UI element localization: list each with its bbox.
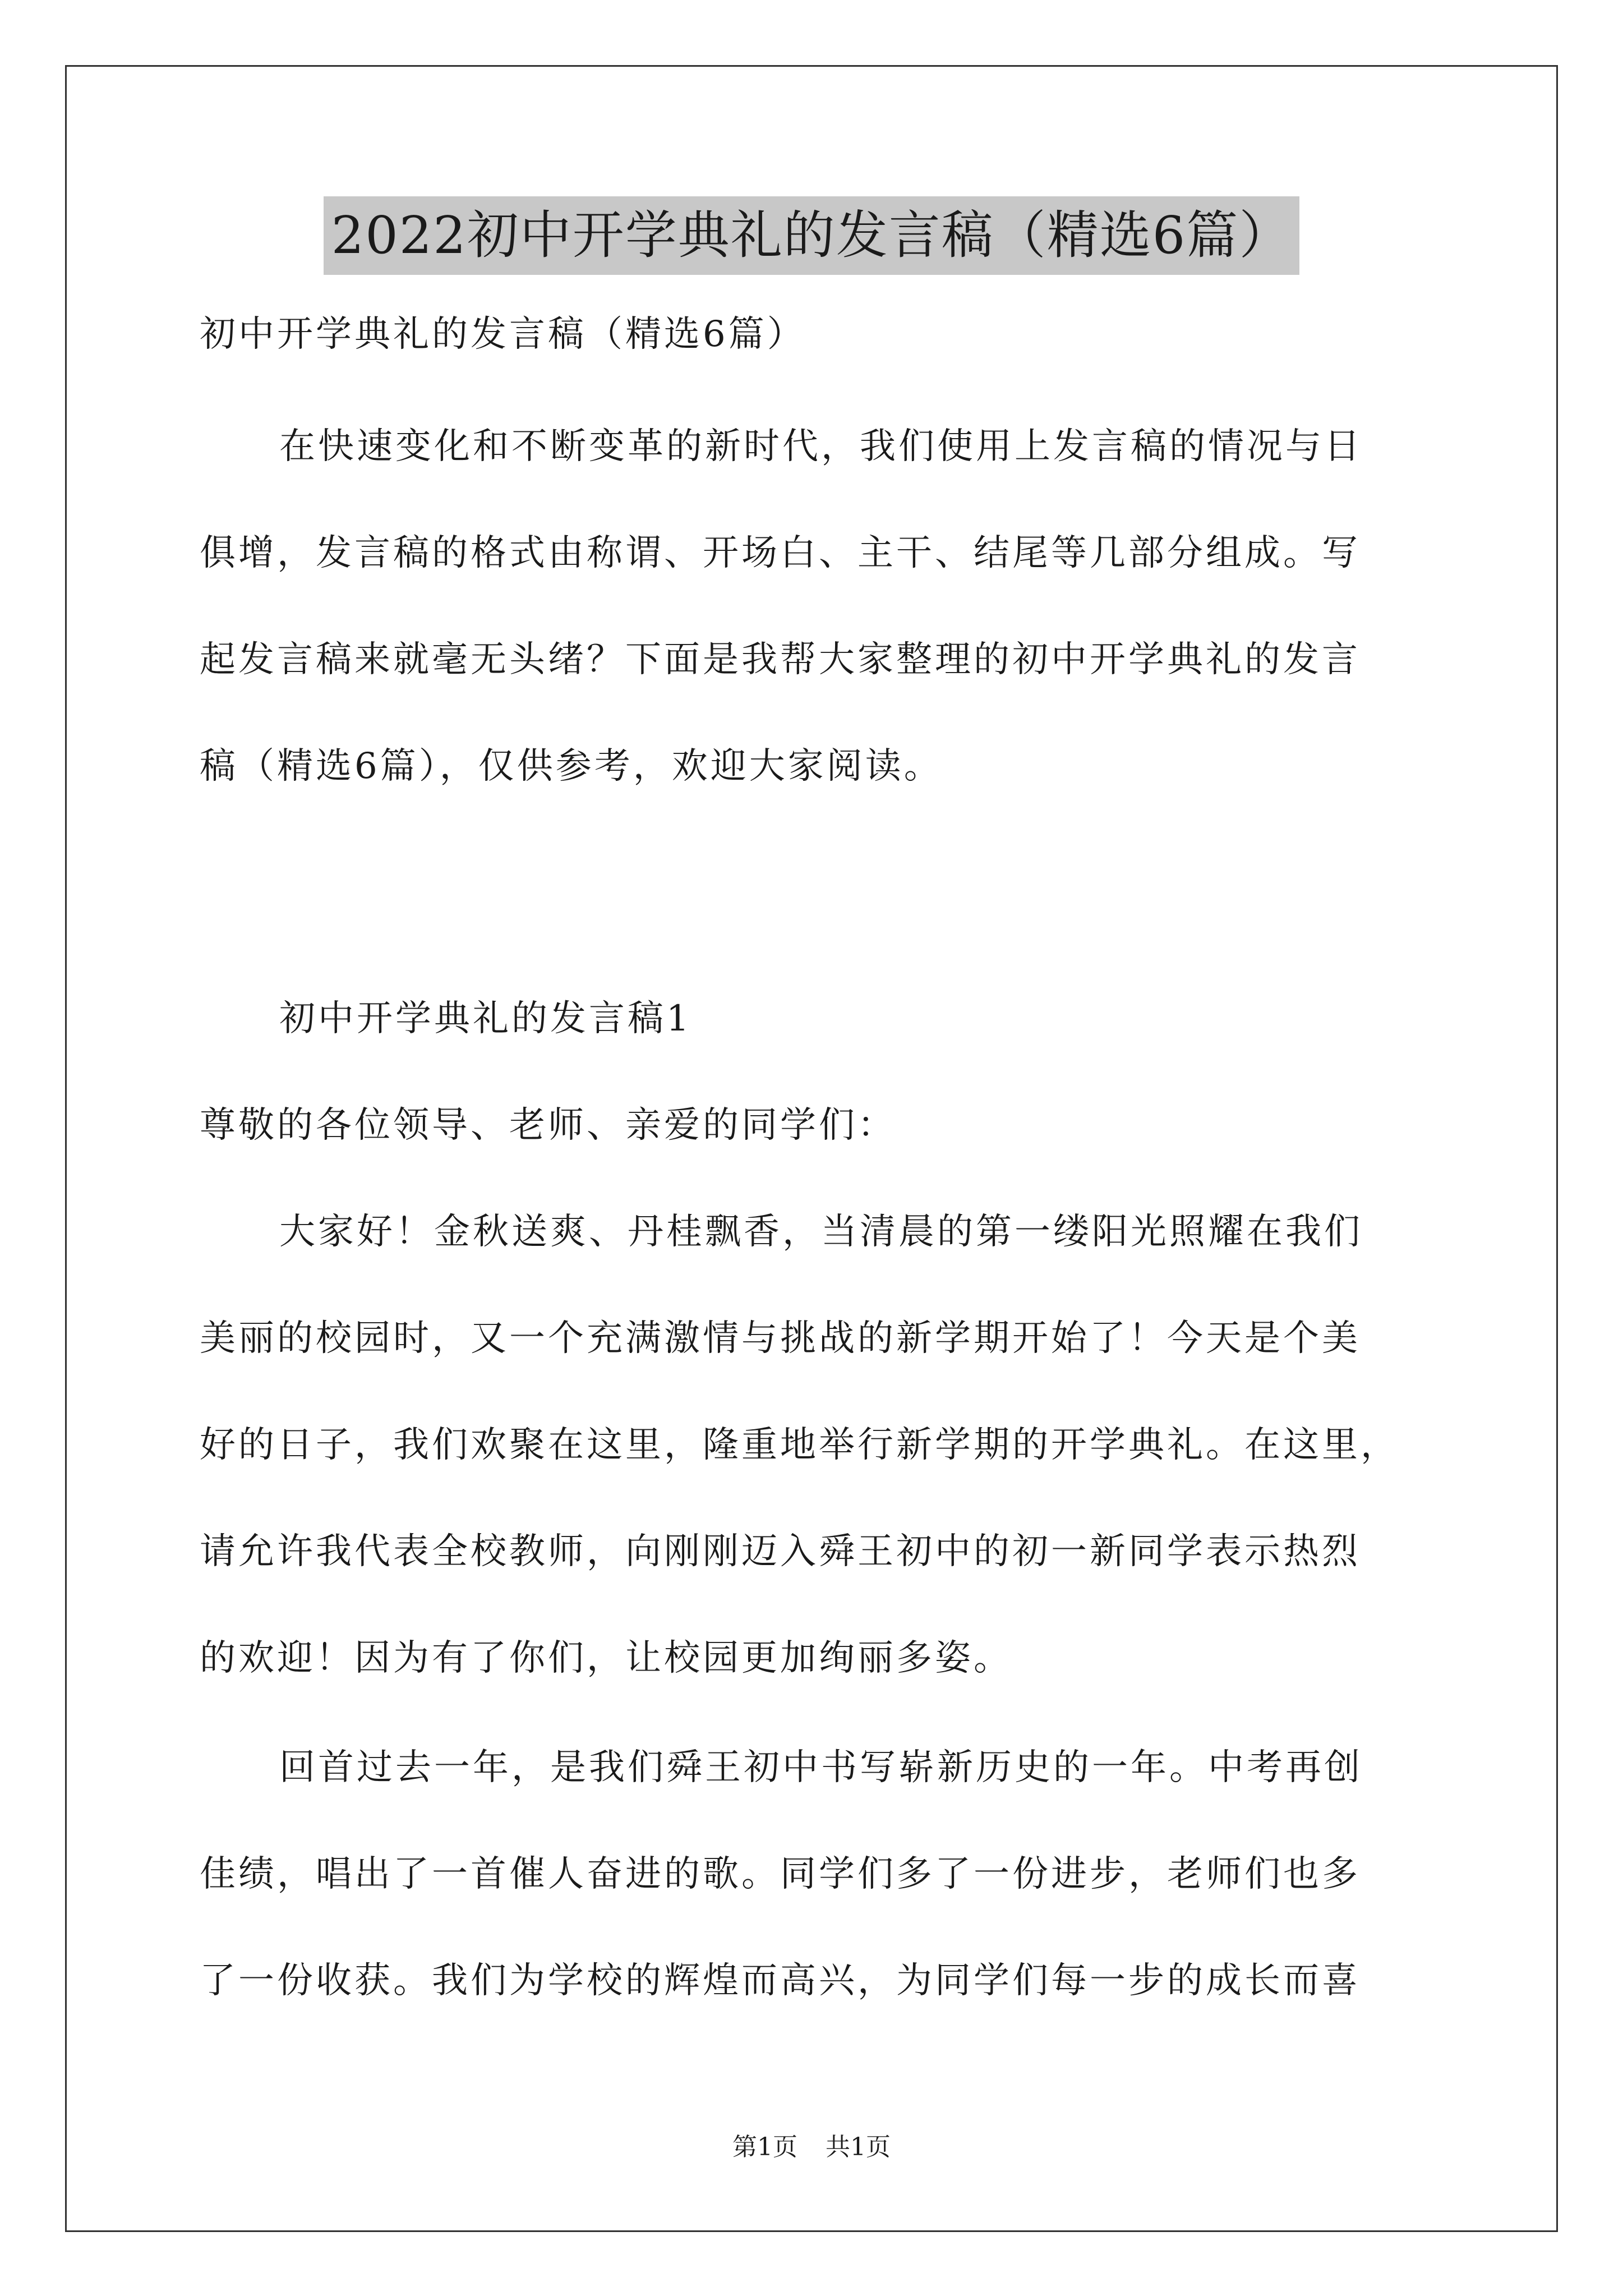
body-line: 俱增，发言稿的格式由称谓、开场白、主干、结尾等几部分组成。写 xyxy=(200,532,1361,574)
title-container xyxy=(0,196,1623,275)
body-line: 请允许我代表全校教师，向刚刚迈入舜王初中的初一新同学表示热烈 xyxy=(200,1531,1361,1572)
body-line: 回首过去一年，是我们舜王初中书写崭新历史的一年。中考再创 xyxy=(279,1747,1363,1788)
body-line: 起发言稿来就毫无头绪？下面是我帮大家整理的初中开学典礼的发言 xyxy=(200,639,1361,680)
body-line: 初中开学典礼的发言稿1 xyxy=(279,998,692,1039)
body-line: 的欢迎！因为有了你们，让校园更加绚丽多姿。 xyxy=(200,1637,1012,1679)
page-number-current: 第1页 xyxy=(732,2133,797,2161)
page-footer xyxy=(0,2132,1623,2163)
body-line: 佳绩，唱出了一首催人奋进的歌。同学们多了一份进步，老师们也多 xyxy=(200,1853,1361,1895)
body-line: 在快速变化和不断变革的新时代，我们使用上发言稿的情况与日 xyxy=(279,426,1363,467)
document-title: 2022初中开学典礼的发言稿（精选6篇） xyxy=(324,196,1300,275)
body-line: 了一份收获。我们为学校的辉煌而高兴，为同学们每一步的成长而喜 xyxy=(200,1960,1361,2001)
body-line: 大家好！金秋送爽、丹桂飘香，当清晨的第一缕阳光照耀在我们 xyxy=(279,1211,1363,1253)
body-line: 好的日子，我们欢聚在这里，隆重地举行新学期的开学典礼。在这里， xyxy=(200,1424,1399,1466)
body-line: 初中开学典礼的发言稿（精选6篇） xyxy=(200,314,806,355)
body-line: 美丽的校园时，又一个充满激情与挑战的新学期开始了！今天是个美 xyxy=(200,1318,1361,1359)
page-number-total: 共1页 xyxy=(826,2133,891,2161)
page-border xyxy=(65,65,1558,2232)
body-line: 尊敬的各位领导、老师、亲爱的同学们： xyxy=(200,1105,896,1146)
body-line: 稿（精选6篇），仅供参考，欢迎大家阅读。 xyxy=(200,746,943,787)
